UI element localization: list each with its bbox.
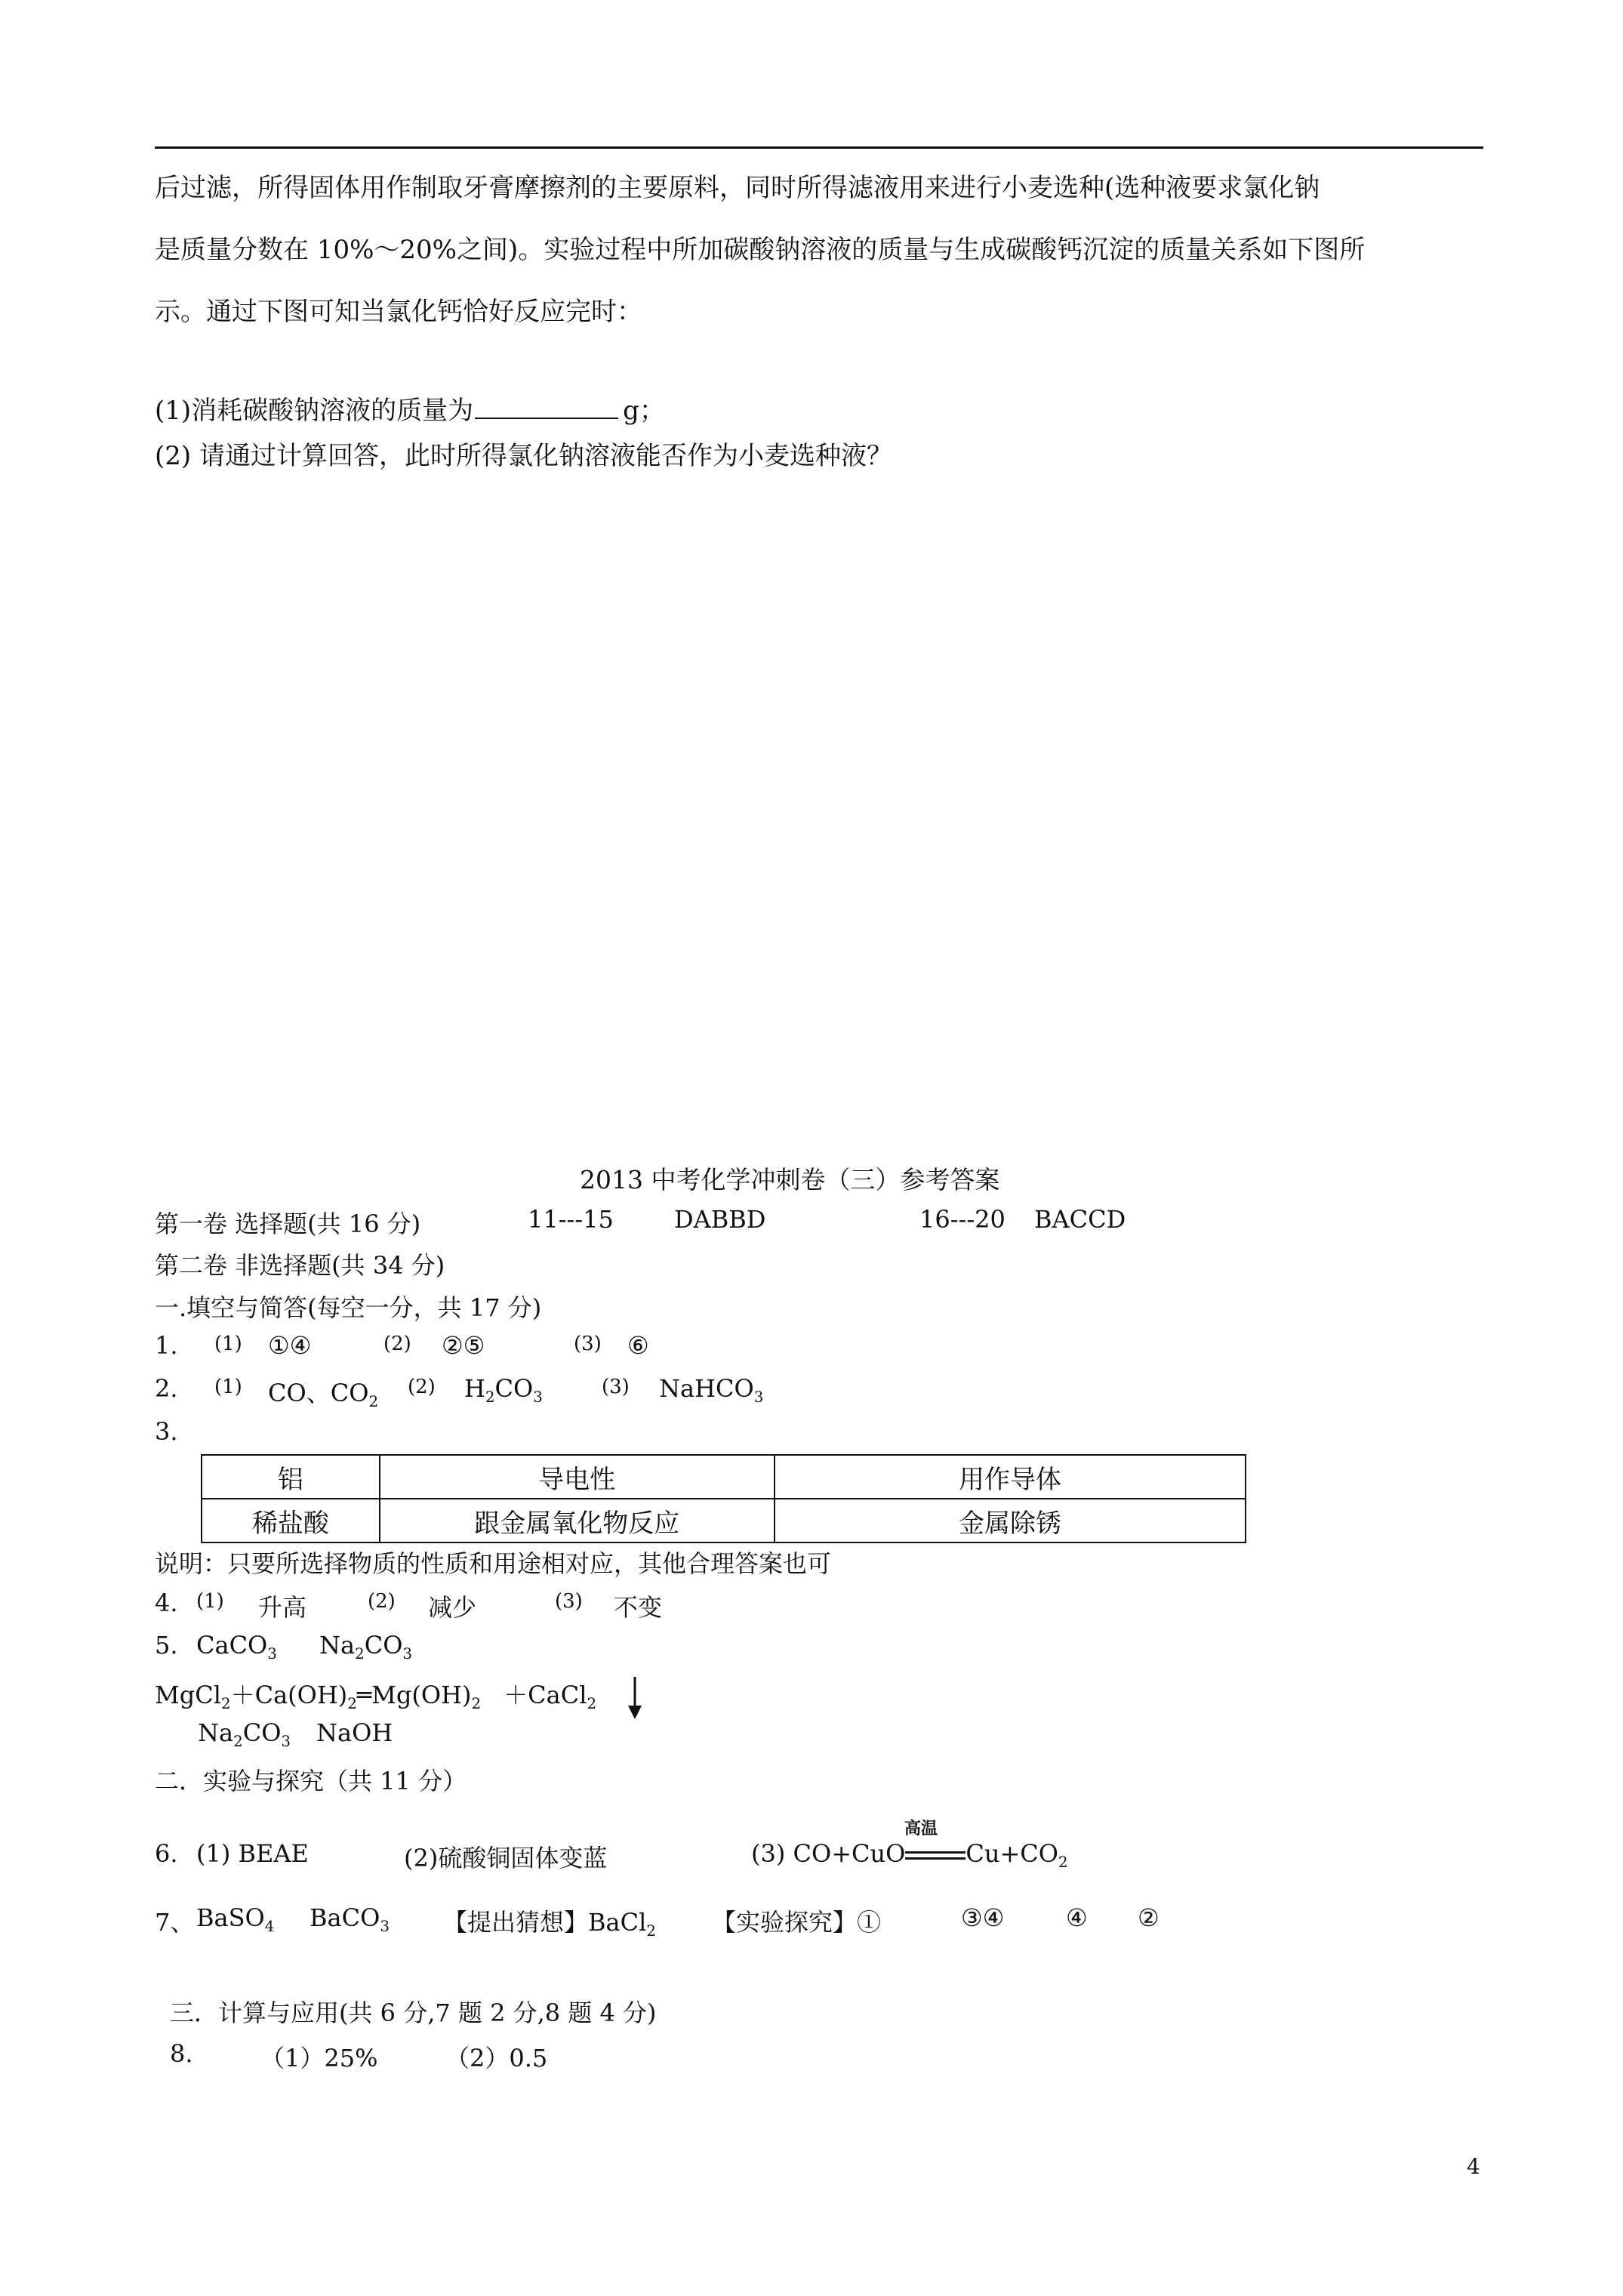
section-2-heading: 二．实验与探究（共 11 分） [155,1767,467,1795]
answer-7-value-6: ④ [1066,1903,1088,1932]
answer-6-part-2: (2)硫酸铜固体变蓝 [404,1844,608,1872]
answer-4-part-1-value: 升高 [258,1593,307,1622]
answer-3-table [201,1454,1246,1543]
answer-4-part-3-label: (3) [555,1590,583,1613]
part1-range-2: 16---20 [919,1205,1006,1234]
answer-7-value-5: ③④ [961,1903,1005,1932]
answer-2-part-1-value: CO、$CO_2$ [268,1379,379,1410]
answer-5-value-2: $Na_2CO_3$ [319,1631,413,1663]
answer-6-number: 6. [155,1839,178,1868]
answers-title: 2013 中考化学冲刺卷（三）参考答案 [580,1165,1000,1194]
answer-4-part-1-label: (1) [196,1590,224,1613]
question-1 [155,390,665,427]
answer-4-part-2-value: 减少 [428,1593,477,1622]
answer-4 [155,1589,663,1622]
table-row [202,1455,1246,1499]
section-1-heading: 一.填空与简答(每空一分，共 17 分) [155,1293,542,1322]
answer-1 [155,1331,649,1360]
problem-line-2: 是质量分数在 10%～20%之间)。实验过程中所加碳酸钠溶液的质量与生成碳酸钙沉淀的质量关系如下图所 [155,235,1366,265]
answer-2-part-3-value: NaHCO$_3$ [659,1374,764,1406]
answer-1-part-3-label: (3) [574,1333,602,1355]
question-1-unit: g； [623,396,665,426]
part1-line [155,1205,1126,1240]
answer-7-experiment: 【实验探究】① [712,1908,882,1937]
answer-1-part-1-label: (1) [214,1333,242,1355]
answer-7-value-7: ② [1138,1903,1160,1932]
answer-2-part-2-label: (2) [408,1376,436,1398]
table-cell: 导电性 [380,1455,775,1499]
answer-4-number: 4. [155,1589,178,1617]
answer-3-number: 3. [155,1417,178,1446]
answer-6-part-1: (1) BEAE [196,1839,309,1868]
answer-5-line-3 [198,1718,393,1750]
section-3-heading: 三．计算与应用(共 6 分,7 题 2 分,8 题 4 分) [170,1999,657,2027]
answer-7-value-1: BaSO$_4$ [196,1903,275,1935]
answer-1-part-3-value: ⑥ [627,1331,649,1360]
answer-5-number: 5. [155,1631,178,1660]
answer-2-number: 2. [155,1374,178,1403]
answer-2 [155,1374,764,1410]
answer-7-value-2: BaCO$_3$ [310,1903,390,1935]
answer-3-note: 说明：只要所选择物质的性质和用途相对应，其他合理答案也可 [155,1549,832,1578]
answer-1-part-2-label: (2) [383,1333,411,1355]
part1-answers-2: BACCD [1034,1205,1126,1234]
answer-5-value-4: NaOH [316,1718,393,1747]
header-rule [155,146,1483,149]
part1-answers-1: DABBD [674,1205,766,1234]
reaction-condition: 高温 [904,1819,938,1838]
part2-label: 第二卷 非选择题(共 34 分) [155,1251,445,1280]
question-2: (2) 请通过计算回答，此时所得氯化钠溶液能否作为小麦选种液？ [155,441,892,471]
answer-8-number: 8. [170,2039,193,2068]
answer-1-number: 1. [155,1331,178,1360]
answer-1-part-2-value: ②⑤ [442,1331,485,1360]
problem-line-3: 示。通过下图可知当氯化钙恰好反应完时： [155,297,642,327]
answer-1-part-1-value: ①④ [268,1331,312,1360]
answer-6-part-3: (3) CO+CuO $Cu+CO_2$ [751,1839,1068,1871]
answer-8 [170,2039,548,2073]
answer-blank [475,395,618,419]
precipitate-arrow-icon [624,1675,646,1721]
page-number: 4 [1467,2154,1480,2179]
table-cell: 跟金属氧化物反应 [380,1499,775,1542]
part1-label: 第一卷 选择题(共 16 分) [155,1210,421,1238]
part1-range-1: 11---15 [528,1205,614,1234]
answer-8-part-2: （2）0.5 [445,2044,548,2073]
table-cell: 铝 [202,1455,380,1499]
answer-4-part-3-value: 不变 [614,1593,663,1622]
answer-7-hypothesis: 【提出猜想】BaCl$_2$ [443,1908,656,1940]
answer-7-number: 7、 [155,1908,195,1937]
answer-6 [155,1839,1068,1872]
answer-2-part-3-label: (3) [602,1376,630,1398]
answer-5 [155,1631,413,1663]
answer-5-value-3: $Na_2CO_3$ [198,1718,291,1750]
table-cell: 金属除锈 [775,1499,1246,1542]
table-cell: 用作导体 [775,1455,1246,1499]
problem-line-1: 后过滤，所得固体用作制取牙膏摩擦剂的主要原料，同时所得滤液用来进行小麦选种(选种液要求氯化钠 [155,173,1320,203]
reaction-equals-sign [905,1848,965,1863]
answer-5-equation: $MgCl_2+Ca(OH)_2═Mg(OH)_2$ ＋CaCl$_2$ [155,1681,597,1712]
answer-2-part-1-label: (1) [214,1376,242,1398]
table-row [202,1499,1246,1542]
answer-5-value-1: CaCO$_3$ [196,1631,277,1663]
answer-7 [155,1903,1160,1940]
question-1-text: (1)消耗碳酸钠溶液的质量为 [155,396,474,426]
answer-8-part-1: （1）25% [260,2044,378,2073]
answer-4-part-2-label: (2) [368,1590,396,1613]
answer-2-part-2-value: $H_2CO_3$ [464,1374,543,1406]
table-cell: 稀盐酸 [202,1499,380,1542]
